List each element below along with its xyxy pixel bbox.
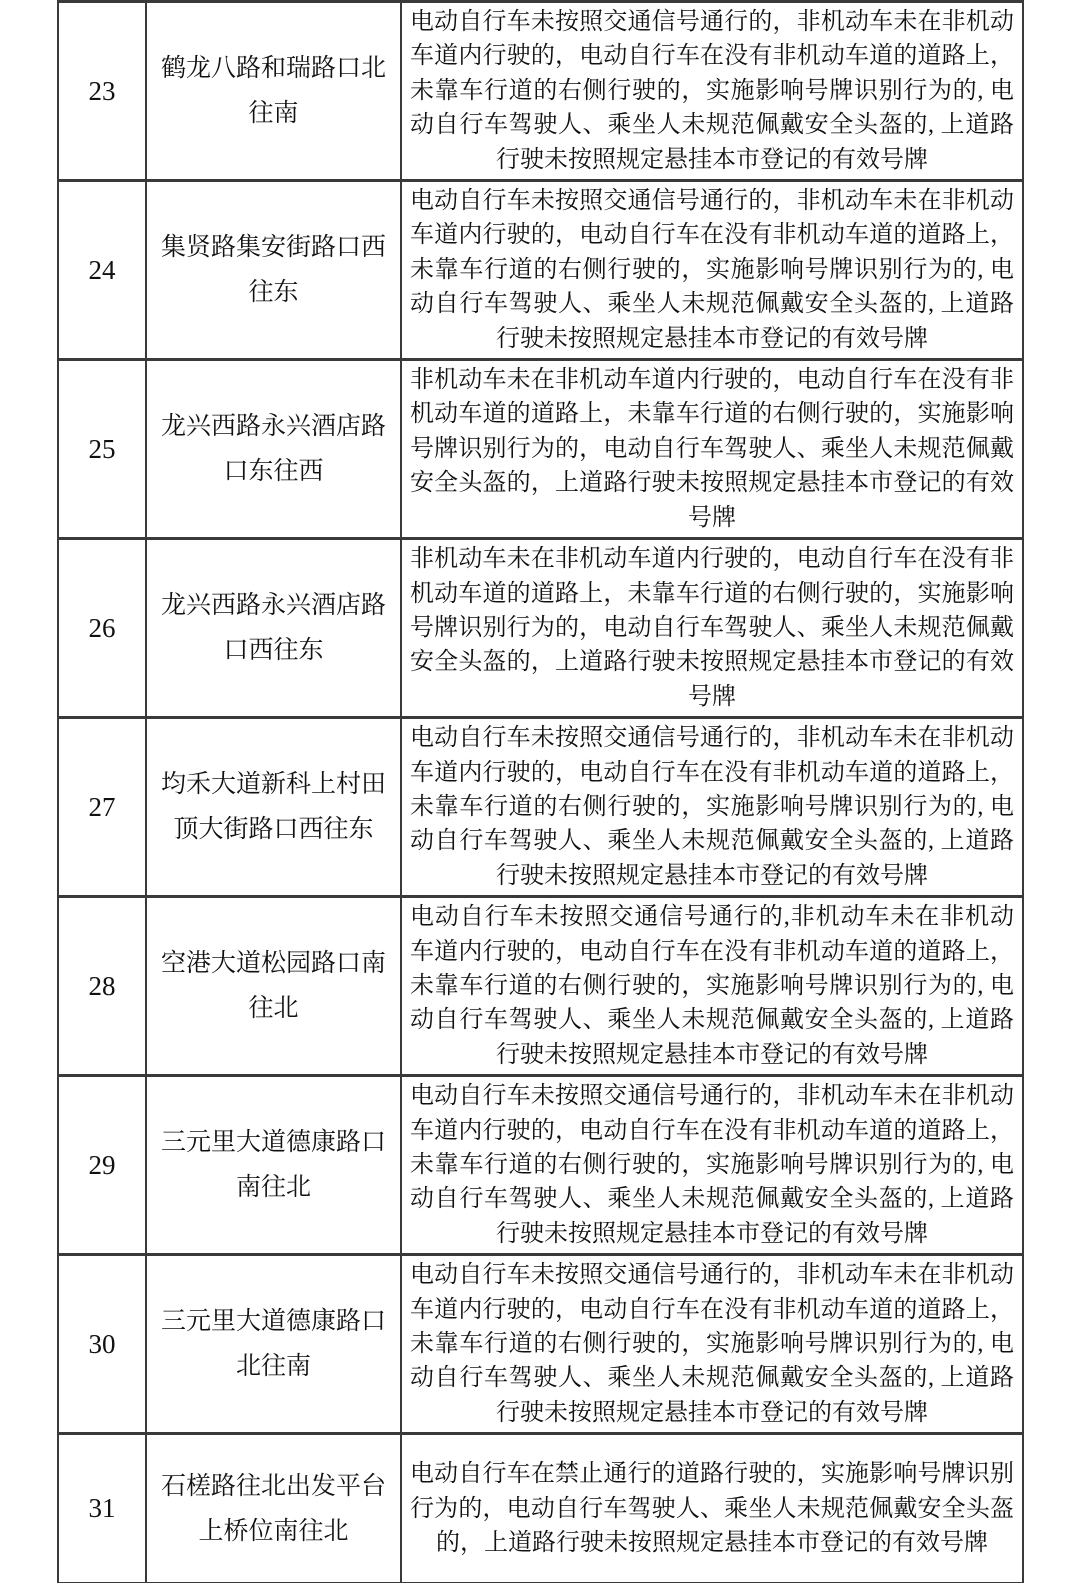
location-cell: 鹤龙八路和瑞路口北往南 <box>146 2 401 181</box>
table-row <box>58 718 1023 897</box>
violation-table <box>57 0 1024 1583</box>
violation-cell: 电动自行车未按照交通信号通行的，非机动车未在非机动车道内行驶的，电动自行车在没有非机动车道的道路上，未靠车行道的右侧行驶的，实施影响号牌识别行为的, 电动自行车驾驶人、乘坐人未规范佩戴安全头盔的, 上道路行驶未按照规定悬挂本市登记的有效号牌 <box>401 181 1023 360</box>
location-cell: 集贤路集安街路口西往东 <box>146 181 401 360</box>
violation-cell: 电动自行车未按照交通信号通行的,非机动车未在非机动车道内行驶的，电动自行车在没有非机动车道的道路上，未靠车行道的右侧行驶的，实施影响号牌识别行为的, 电动自行车驾驶人、乘坐人未规范佩戴安全头盔的, 上道路行驶未按照规定悬挂本市登记的有效号牌 <box>401 897 1023 1076</box>
location-cell: 龙兴西路永兴酒店路口东往西 <box>146 360 401 539</box>
violation-cell: 电动自行车在禁止通行的道路行驶的，实施影响号牌识别行为的，电动自行车驾驶人、乘坐人未规范佩戴安全头盔的，上道路行驶未按照规定悬挂本市登记的有效号牌 <box>401 1434 1023 1583</box>
row-number: 27 <box>58 718 146 897</box>
location-cell: 石槎路往北出发平台上桥位南往北 <box>146 1434 401 1583</box>
row-number: 29 <box>58 1076 146 1255</box>
row-number: 24 <box>58 181 146 360</box>
row-number: 30 <box>58 1255 146 1434</box>
table-row <box>58 897 1023 1076</box>
table-row <box>58 1434 1023 1583</box>
row-number: 31 <box>58 1434 146 1583</box>
table-row <box>58 181 1023 360</box>
violation-cell: 非机动车未在非机动车道内行驶的，电动自行车在没有非机动车道的道路上，未靠车行道的右侧行驶的，实施影响号牌识别行为的，电动自行车驾驶人、乘坐人未规范佩戴安全头盔的，上道路行驶未按照规定悬挂本市登记的有效号牌 <box>401 539 1023 718</box>
location-cell: 三元里大道德康路口北往南 <box>146 1255 401 1434</box>
row-number: 26 <box>58 539 146 718</box>
table-row <box>58 1255 1023 1434</box>
row-number: 25 <box>58 360 146 539</box>
location-cell: 龙兴西路永兴酒店路口西往东 <box>146 539 401 718</box>
table-row <box>58 539 1023 718</box>
location-cell: 空港大道松园路口南往北 <box>146 897 401 1076</box>
violation-cell: 非机动车未在非机动车道内行驶的，电动自行车在没有非机动车道的道路上，未靠车行道的右侧行驶的，实施影响号牌识别行为的，电动自行车驾驶人、乘坐人未规范佩戴安全头盔的，上道路行驶未按照规定悬挂本市登记的有效号牌 <box>401 360 1023 539</box>
location-cell: 三元里大道德康路口南往北 <box>146 1076 401 1255</box>
table-row <box>58 2 1023 181</box>
table-row <box>58 1076 1023 1255</box>
row-number: 23 <box>58 2 146 181</box>
row-number: 28 <box>58 897 146 1076</box>
violation-cell: 电动自行车未按照交通信号通行的，非机动车未在非机动车道内行驶的，电动自行车在没有非机动车道的道路上，未靠车行道的右侧行驶的，实施影响号牌识别行为的, 电动自行车驾驶人、乘坐人未规范佩戴安全头盔的, 上道路行驶未按照规定悬挂本市登记的有效号牌 <box>401 1076 1023 1255</box>
violation-cell: 电动自行车未按照交通信号通行的，非机动车未在非机动车道内行驶的，电动自行车在没有非机动车道的道路上，未靠车行道的右侧行驶的，实施影响号牌识别行为的, 电动自行车驾驶人、乘坐人未规范佩戴安全头盔的, 上道路行驶未按照规定悬挂本市登记的有效号牌 <box>401 718 1023 897</box>
location-cell: 均禾大道新科上村田顶大街路口西往东 <box>146 718 401 897</box>
violation-cell: 电动自行车未按照交通信号通行的，非机动车未在非机动车道内行驶的，电动自行车在没有非机动车道的道路上，未靠车行道的右侧行驶的，实施影响号牌识别行为的, 电动自行车驾驶人、乘坐人未规范佩戴安全头盔的, 上道路行驶未按照规定悬挂本市登记的有效号牌 <box>401 1255 1023 1434</box>
violation-cell: 电动自行车未按照交通信号通行的，非机动车未在非机动车道内行驶的，电动自行车在没有非机动车道的道路上，未靠车行道的右侧行驶的，实施影响号牌识别行为的, 电动自行车驾驶人、乘坐人未规范佩戴安全头盔的, 上道路行驶未按照规定悬挂本市登记的有效号牌 <box>401 2 1023 181</box>
table-row <box>58 360 1023 539</box>
